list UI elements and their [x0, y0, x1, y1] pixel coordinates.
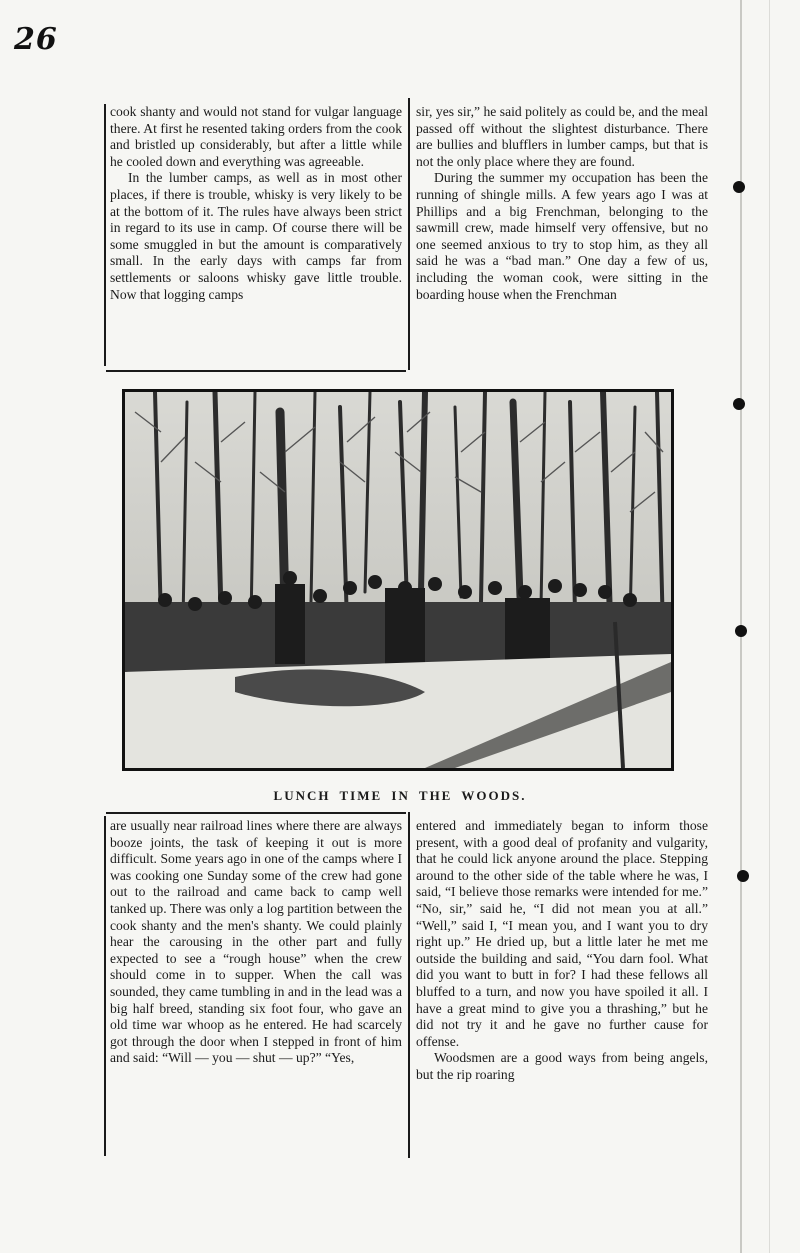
rule-above-bottom-text: [106, 812, 406, 814]
page-edge-line-outer: [769, 0, 770, 1253]
column-top-right: [416, 104, 708, 366]
paragraph: are usually near railroad lines where there are always booze joints, the task of keeping it out is more difficult. Some years ago in one of the camps where I was cooking one Sunday some of the crew had gone out to the railroad and came back to camp well tanked up. There was only a log partition between the cook shanty and the men's shanty. We could plainly hear the carousing in the other part and fully expected to see a “rough house” when the crew should come in to supper. When the call was sounded, they came tumbling in and in the lead was a big half breed, standing six foot four, who gave an old time war whoop as he entered. He had scarcely got through the door when I stepped in front of him and said: “Will — you — shut — up?” “Yes,: [110, 818, 402, 1066]
paragraph: During the summer my occupation has been the running of shingle mills. A few years ago I was at Phillips and a big Frenchman, belonging to the sawmill crew, made himself very offensive, but no one seemed anxious to try to stop him, as they all said he was a “bad man.” One day a few of us, including the woman cook, were sitting in the boarding house when the Frenchman: [416, 170, 708, 302]
photograph-illustration: [125, 392, 671, 768]
photo-caption: LUNCH TIME IN THE WOODS.: [273, 788, 527, 803]
paragraph: entered and immediately began to inform those present, with a good deal of profanity and vulgarity, that he could lick anyone around the place. Stepping around to the other side of the table where he was, I said, “I believe those remarks were intended for me.” “No, sir,” said he, “I did not mean you at all.” “Well,” said I, “I mean you, and I want you to dry right up.” He dried up, but a little later he met me outside the building and said, “You darn fool. What did you want to butt in for? I had these fellows all bluffed to a turn, and now you have spoiled it all. I have a great mind to give you a thrashing,” but he did not try it and he gave no further cause for offense.: [416, 818, 708, 1049]
photograph-lunch-time-in-the-woods: [122, 389, 674, 771]
page-number: 26: [14, 22, 58, 57]
column-rule-top-middle: [408, 98, 410, 370]
column-rule-bottom-left: [104, 816, 106, 1156]
binder-hole: [737, 870, 749, 882]
column-top-left: [110, 104, 402, 366]
column-rule-top-left: [104, 104, 106, 366]
paragraph: In the lumber camps, as well as in most other places, if there is trouble, whisky is very likely to be at the bottom of it. The rules have always been strict in regard to its use in camp. Of course there will be some smuggled in but the amount is comparatively small. In the early days with camps far from settlements or saloons whisky gave little trouble. Now that logging camps: [110, 170, 402, 302]
rule-below-top-text: [106, 370, 406, 372]
column-bottom-right: [416, 818, 708, 1156]
paragraph: cook shanty and would not stand for vulgar language there. At first he resented taking orders from the cook and bristled up considerably, but after a little while he cooled down and everything was agreeable.: [110, 104, 402, 169]
column-bottom-left: [110, 818, 402, 1156]
binder-hole: [735, 625, 747, 637]
paragraph: Woodsmen are a good ways from being angels, but the rip roaring: [416, 1050, 708, 1082]
binder-hole: [733, 181, 745, 193]
paragraph: sir, yes sir,” he said politely as could be, and the meal passed off without the slightest disturbance. There are bullies and blufflers in lumber camps, but that is not the only place where they are found.: [416, 104, 708, 169]
column-rule-bottom-middle: [408, 812, 410, 1158]
binder-hole: [733, 398, 745, 410]
